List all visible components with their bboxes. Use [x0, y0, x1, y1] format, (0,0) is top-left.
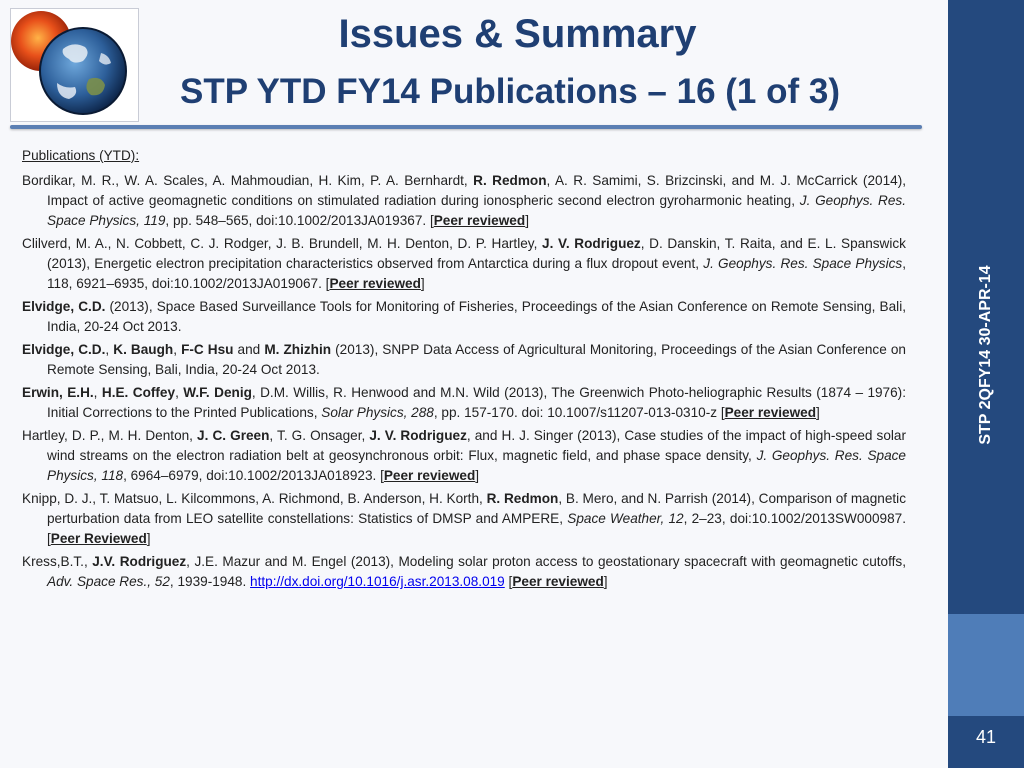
sidebar-vertical-label: STP 2QFY14 30-APR-14	[977, 265, 994, 445]
page-number: 41	[975, 727, 997, 747]
peer-reviewed-label: Peer reviewed	[724, 405, 817, 420]
right-sidebar	[948, 0, 1024, 768]
peer-reviewed-label: Peer Reviewed	[50, 531, 147, 546]
peer-reviewed-label: Peer reviewed	[329, 276, 421, 291]
publication-entry: Clilverd, M. A., N. Cobbett, C. J. Rodger, J. B. Brundell, M. H. Denton, D. P. Hartley, J. V. Rodriguez, D. Danskin, T. Raita, and E. L. Spanswick (2013), Energetic electron precipitation characteristics observed from Antarctica during a flux dropout event, J. Geophys. Res. Space Physics, 118, 6921–6935, doi:10.1002/2013JA019067. [Peer reviewed]	[22, 236, 906, 291]
slide-subtitle: STP YTD FY14 Publications – 16 (1 of 3)	[179, 72, 840, 111]
slide-title: Issues & Summary	[338, 12, 697, 56]
publication-entry: Kress,B.T., J.V. Rodriguez, J.E. Mazur and M. Engel (2013), Modeling solar proton access to geostationary spacecraft with geomagnetic cutoffs, Adv. Space Res., 52, 1939-1948. http://dx.doi.org/10.1016/j.asr.2013.08.019 [Peer reviewed]	[22, 554, 906, 589]
peer-reviewed-label: Peer reviewed	[383, 468, 476, 483]
sun-and-earth-logo	[10, 8, 139, 122]
publication-entry: Knipp, D. J., T. Matsuo, L. Kilcommons, A. Richmond, B. Anderson, H. Korth, R. Redmon, B. Mero, and N. Parrish (2014), Comparison of magnetic perturbation data from LEO satellite constellations: Statistics of DMSP and AMPERE, Space Weather, 12, 2–23, doi:10.1002/2013SW000987. [Peer Reviewed]	[22, 491, 907, 546]
publications-list	[22, 146, 906, 595]
title-divider	[10, 125, 922, 129]
publication-entry: Hartley, D. P., M. H. Denton, J. C. Green, T. G. Onsager, J. V. Rodriguez, and H. J. Singer (2013), Case studies of the impact of high-speed solar wind streams on the electron radiation belt at geosynchronous orbit: Flux, magnetic field, and phase space density, J. Geophys. Res. Space Physics, 118, 6964–6979, doi:10.1002/2013JA018923. [Peer reviewed]	[22, 428, 906, 483]
publications-heading: Publications (YTD):	[22, 148, 140, 163]
publication-entry: Elvidge, C.D., K. Baugh, F-C Hsu and M. Zhizhin (2013), SNPP Data Access of Agricultural Monitoring, Proceedings of the Asian Conference on Remote Sensing, Bali, India, 20-24 Oct 2013.	[22, 342, 906, 377]
publication-entry: Elvidge, C.D. (2013), Space Based Surveillance Tools for Monitoring of Fisheries, Proceedings of the Asian Conference on Remote Sensing, Bali, India, 20-24 Oct 2013.	[22, 299, 906, 334]
peer-reviewed-label: Peer reviewed	[512, 574, 604, 589]
sidebar-accent-band	[948, 614, 1024, 716]
peer-reviewed-label: Peer reviewed	[433, 213, 526, 228]
doi-link[interactable]: http://dx.doi.org/10.1016/j.asr.2013.08.019	[250, 574, 505, 589]
publication-entry: Bordikar, M. R., W. A. Scales, A. Mahmoudian, H. Kim, P. A. Bernhardt, R. Redmon, A. R. Samimi, S. Brizcinski, and M. J. McCarrick (2014), Impact of active geomagnetic conditions on stimulated radiation during ionospheric second electron gyroharmonic heating, J. Geophys. Res. Space Physics, 119, pp. 548–565, doi:10.1002/2013JA019367. [Peer reviewed]	[22, 173, 906, 228]
publication-entry: Erwin, E.H., H.E. Coffey, W.F. Denig, D.M. Willis, R. Henwood and M.N. Wild (2013), The Greenwich Photo-heliographic Results (1874 – 1976): Initial Corrections to the Printed Publications, Solar Physics, 288, pp. 157-170. doi: 10.1007/s11207-013-0310-z [Peer reviewed]	[22, 385, 906, 420]
